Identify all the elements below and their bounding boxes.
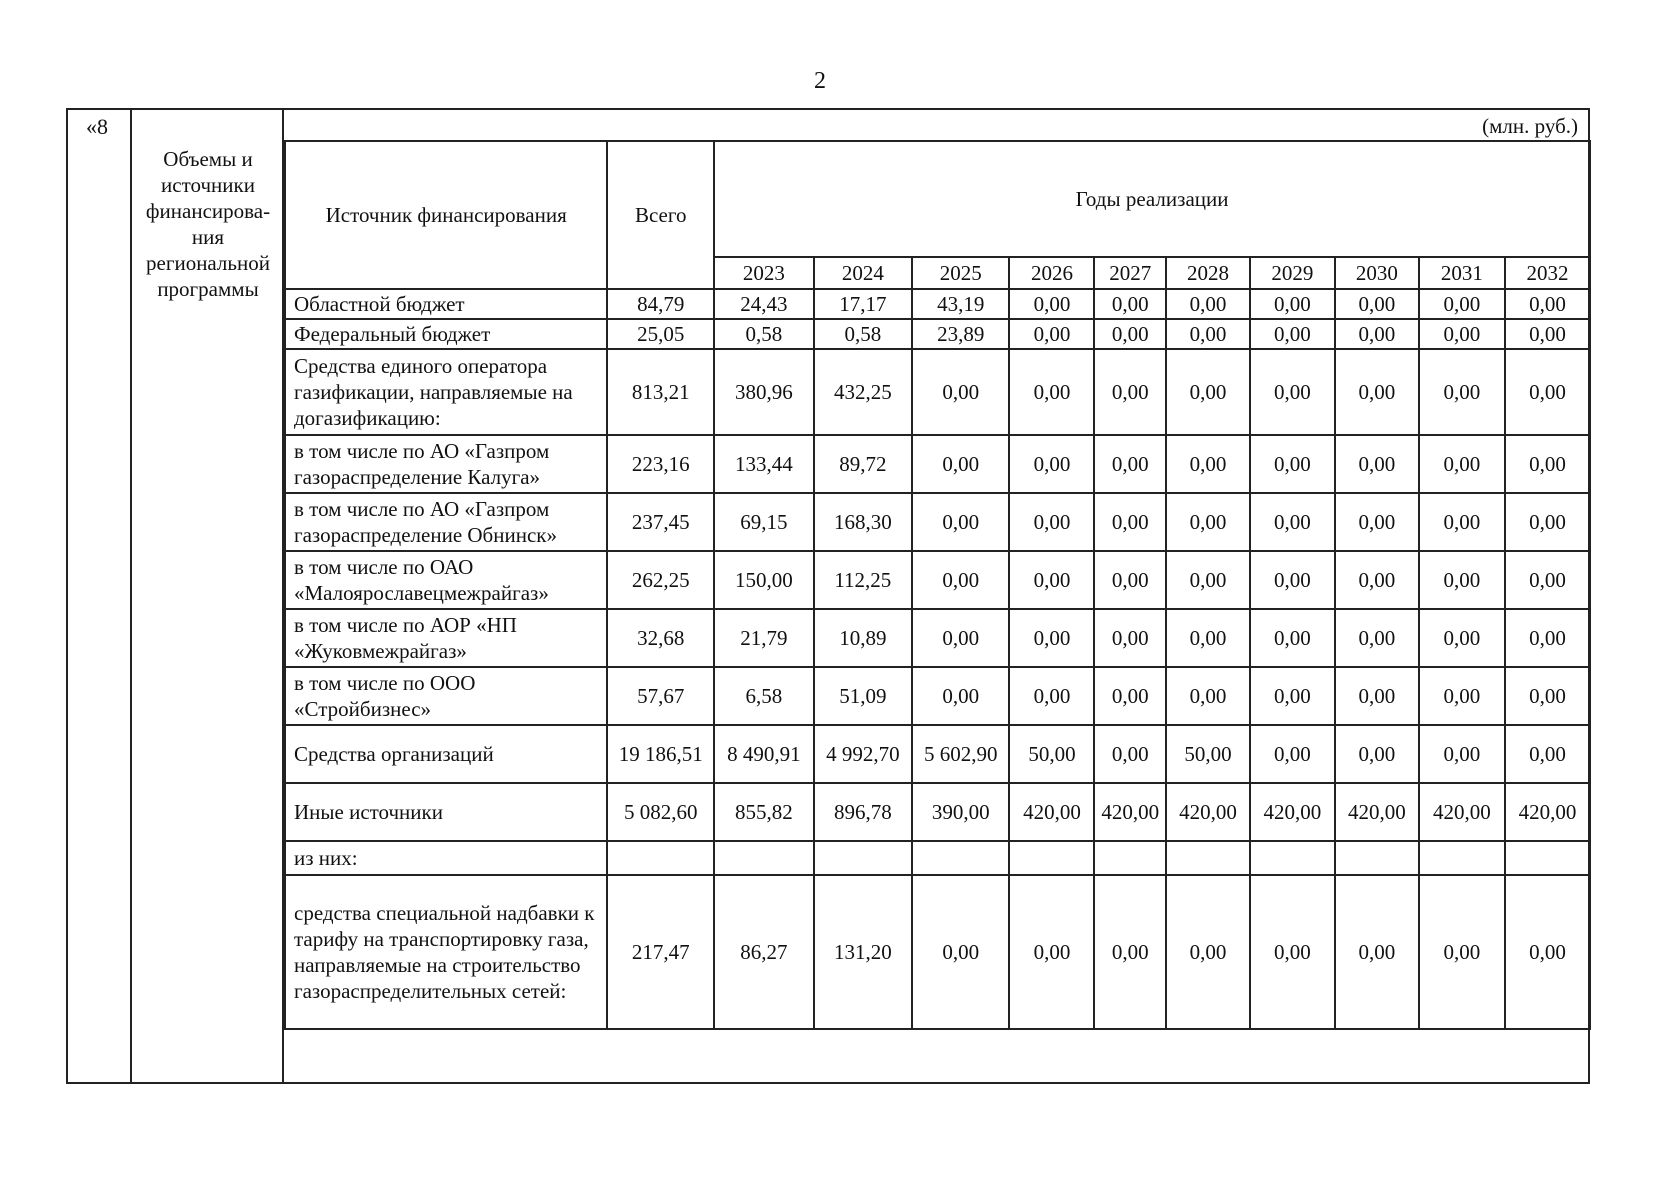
source-cell: Областной бюджет — [285, 289, 607, 319]
source-cell: в том числе по ООО «Стройбизнес» — [285, 667, 607, 725]
value-cell: 0,00 — [1505, 493, 1590, 551]
value-cell: 131,20 — [814, 875, 912, 1029]
table-row — [285, 319, 1590, 349]
value-cell: 0,00 — [1419, 875, 1505, 1029]
header-years: Годы реализации — [714, 141, 1590, 257]
value-cell: 0,00 — [1009, 875, 1094, 1029]
value-cell: 0,00 — [1419, 551, 1505, 609]
total-cell: 223,16 — [607, 435, 714, 493]
value-cell: 0,00 — [1335, 349, 1419, 435]
value-cell: 0,00 — [1505, 725, 1590, 783]
value-cell: 23,89 — [912, 319, 1009, 349]
year-header: 2029 — [1250, 257, 1335, 289]
value-cell: 420,00 — [1009, 783, 1094, 841]
row-number: «8 — [86, 114, 108, 139]
financing-table — [284, 140, 1591, 1030]
year-header: 2025 — [912, 257, 1009, 289]
value-cell: 0,00 — [1166, 609, 1250, 667]
financing-block — [66, 108, 1590, 1084]
value-cell: 0,00 — [1419, 349, 1505, 435]
value-cell: 0,00 — [1505, 289, 1590, 319]
value-cell — [1505, 841, 1590, 875]
total-cell: 237,45 — [607, 493, 714, 551]
value-cell — [1335, 841, 1419, 875]
value-cell — [1094, 841, 1166, 875]
value-cell: 8 490,91 — [714, 725, 814, 783]
value-cell: 0,00 — [1094, 319, 1166, 349]
value-cell: 0,00 — [1419, 609, 1505, 667]
total-cell: 217,47 — [607, 875, 714, 1029]
value-cell: 0,00 — [1335, 875, 1419, 1029]
source-cell: из них: — [285, 841, 607, 875]
year-header: 2026 — [1009, 257, 1094, 289]
value-cell: 0,00 — [1505, 667, 1590, 725]
value-cell — [714, 841, 814, 875]
page-number: 2 — [814, 68, 826, 94]
value-cell: 0,00 — [1094, 875, 1166, 1029]
total-cell: 32,68 — [607, 609, 714, 667]
value-cell: 432,25 — [814, 349, 912, 435]
value-cell: 0,00 — [1335, 609, 1419, 667]
source-cell: в том числе по АОР «НП «Жуковмежрайгаз» — [285, 609, 607, 667]
table-row — [285, 667, 1590, 725]
source-cell: в том числе по АО «Газпром газораспределение Обнинск» — [285, 493, 607, 551]
header-row — [285, 141, 1590, 257]
value-cell: 43,19 — [912, 289, 1009, 319]
table-row — [285, 609, 1590, 667]
value-cell — [814, 841, 912, 875]
value-cell: 0,00 — [1505, 319, 1590, 349]
value-cell: 0,00 — [1094, 609, 1166, 667]
table-row — [285, 875, 1590, 1029]
value-cell: 0,00 — [912, 667, 1009, 725]
value-cell: 0,00 — [1009, 667, 1094, 725]
value-cell: 150,00 — [714, 551, 814, 609]
table-row — [285, 349, 1590, 435]
value-cell: 0,00 — [1166, 289, 1250, 319]
value-cell: 0,00 — [1009, 609, 1094, 667]
value-cell: 69,15 — [714, 493, 814, 551]
value-cell: 0,00 — [1009, 289, 1094, 319]
table-row — [285, 435, 1590, 493]
column-divider — [130, 110, 132, 1082]
value-cell: 390,00 — [912, 783, 1009, 841]
value-cell: 0,00 — [1094, 667, 1166, 725]
year-header: 2027 — [1094, 257, 1166, 289]
source-cell: Иные источники — [285, 783, 607, 841]
value-cell: 0,00 — [1505, 349, 1590, 435]
value-cell: 89,72 — [814, 435, 912, 493]
value-cell: 0,00 — [1250, 609, 1335, 667]
value-cell: 0,00 — [1166, 875, 1250, 1029]
value-cell: 420,00 — [1250, 783, 1335, 841]
value-cell — [1250, 841, 1335, 875]
value-cell: 0,00 — [1505, 435, 1590, 493]
value-cell: 133,44 — [714, 435, 814, 493]
total-cell: 25,05 — [607, 319, 714, 349]
header-total: Всего — [607, 141, 714, 289]
value-cell: 0,00 — [1009, 435, 1094, 493]
value-cell: 112,25 — [814, 551, 912, 609]
total-cell: 5 082,60 — [607, 783, 714, 841]
year-header: 2031 — [1419, 257, 1505, 289]
value-cell: 0,00 — [1419, 493, 1505, 551]
value-cell: 0,00 — [912, 551, 1009, 609]
value-cell: 896,78 — [814, 783, 912, 841]
source-cell: Средства организаций — [285, 725, 607, 783]
value-cell: 0,00 — [1009, 319, 1094, 349]
value-cell: 0,00 — [1250, 875, 1335, 1029]
value-cell: 0,00 — [1250, 349, 1335, 435]
section-label: Объемы и источники финансирова-ния региональной программы — [145, 147, 271, 301]
units-label: (млн. руб.) — [1482, 114, 1578, 138]
value-cell: 0,00 — [1419, 319, 1505, 349]
value-cell: 0,00 — [1335, 319, 1419, 349]
value-cell: 0,00 — [1250, 493, 1335, 551]
value-cell — [1419, 841, 1505, 875]
year-header: 2028 — [1166, 257, 1250, 289]
source-cell: в том числе по ОАО «Малоярославецмежрайгаз» — [285, 551, 607, 609]
value-cell: 0,00 — [1335, 725, 1419, 783]
total-cell: 813,21 — [607, 349, 714, 435]
value-cell: 0,00 — [1166, 319, 1250, 349]
total-cell: 262,25 — [607, 551, 714, 609]
value-cell: 0,00 — [1250, 289, 1335, 319]
value-cell: 0,00 — [1166, 493, 1250, 551]
value-cell: 0,00 — [1094, 435, 1166, 493]
value-cell: 0,00 — [1166, 667, 1250, 725]
value-cell: 0,00 — [1505, 875, 1590, 1029]
table-row — [285, 725, 1590, 783]
value-cell: 0,00 — [1094, 551, 1166, 609]
value-cell: 0,00 — [1335, 667, 1419, 725]
source-cell: Средства единого оператора газификации, направляемые на догазификацию: — [285, 349, 607, 435]
table-row — [285, 551, 1590, 609]
value-cell: 0,00 — [1094, 349, 1166, 435]
value-cell: 0,00 — [1094, 493, 1166, 551]
value-cell: 420,00 — [1505, 783, 1590, 841]
value-cell — [912, 841, 1009, 875]
value-cell: 0,00 — [1419, 289, 1505, 319]
year-header: 2024 — [814, 257, 912, 289]
value-cell: 380,96 — [714, 349, 814, 435]
year-header: 2030 — [1335, 257, 1419, 289]
value-cell: 5 602,90 — [912, 725, 1009, 783]
value-cell: 0,00 — [912, 493, 1009, 551]
value-cell: 420,00 — [1419, 783, 1505, 841]
value-cell: 0,00 — [1250, 319, 1335, 349]
value-cell: 0,00 — [1335, 435, 1419, 493]
value-cell: 0,00 — [1094, 725, 1166, 783]
value-cell: 420,00 — [1094, 783, 1166, 841]
source-cell: в том числе по АО «Газпром газораспределение Калуга» — [285, 435, 607, 493]
value-cell — [1166, 841, 1250, 875]
value-cell: 168,30 — [814, 493, 912, 551]
value-cell — [1009, 841, 1094, 875]
value-cell: 50,00 — [1009, 725, 1094, 783]
table-row — [285, 493, 1590, 551]
value-cell: 6,58 — [714, 667, 814, 725]
value-cell: 0,00 — [1250, 667, 1335, 725]
value-cell: 0,00 — [1250, 435, 1335, 493]
total-cell — [607, 841, 714, 875]
value-cell: 0,00 — [1419, 725, 1505, 783]
total-cell: 84,79 — [607, 289, 714, 319]
value-cell: 10,89 — [814, 609, 912, 667]
value-cell: 0,00 — [1505, 609, 1590, 667]
value-cell: 0,00 — [912, 349, 1009, 435]
table-row — [285, 841, 1590, 875]
value-cell: 21,79 — [714, 609, 814, 667]
value-cell: 0,00 — [912, 435, 1009, 493]
table-row — [285, 783, 1590, 841]
value-cell: 0,00 — [1009, 551, 1094, 609]
value-cell: 0,00 — [1009, 493, 1094, 551]
value-cell: 420,00 — [1335, 783, 1419, 841]
total-cell: 19 186,51 — [607, 725, 714, 783]
value-cell: 420,00 — [1166, 783, 1250, 841]
value-cell: 0,00 — [1094, 289, 1166, 319]
total-cell: 57,67 — [607, 667, 714, 725]
value-cell: 0,00 — [1009, 349, 1094, 435]
value-cell: 0,00 — [1166, 349, 1250, 435]
value-cell: 0,00 — [1250, 551, 1335, 609]
value-cell: 0,00 — [1335, 289, 1419, 319]
value-cell: 51,09 — [814, 667, 912, 725]
value-cell: 0,00 — [1419, 435, 1505, 493]
value-cell: 0,00 — [1250, 725, 1335, 783]
value-cell: 0,00 — [912, 875, 1009, 1029]
value-cell: 17,17 — [814, 289, 912, 319]
value-cell: 0,00 — [1335, 551, 1419, 609]
value-cell: 0,00 — [1419, 667, 1505, 725]
value-cell: 4 992,70 — [814, 725, 912, 783]
value-cell: 50,00 — [1166, 725, 1250, 783]
value-cell: 0,58 — [714, 319, 814, 349]
source-cell: Федеральный бюджет — [285, 319, 607, 349]
value-cell: 0,00 — [1166, 435, 1250, 493]
header-source: Источник финансирования — [285, 141, 607, 289]
table-row — [285, 289, 1590, 319]
value-cell: 0,58 — [814, 319, 912, 349]
value-cell: 0,00 — [1166, 551, 1250, 609]
value-cell: 0,00 — [912, 609, 1009, 667]
year-header: 2023 — [714, 257, 814, 289]
value-cell: 855,82 — [714, 783, 814, 841]
source-cell: средства специальной надбавки к тарифу на транспортировку газа, направляемые на строительство газораспределительных сетей: — [285, 875, 607, 1029]
year-header: 2032 — [1505, 257, 1590, 289]
value-cell: 24,43 — [714, 289, 814, 319]
value-cell: 86,27 — [714, 875, 814, 1029]
value-cell: 0,00 — [1335, 493, 1419, 551]
value-cell: 0,00 — [1505, 551, 1590, 609]
